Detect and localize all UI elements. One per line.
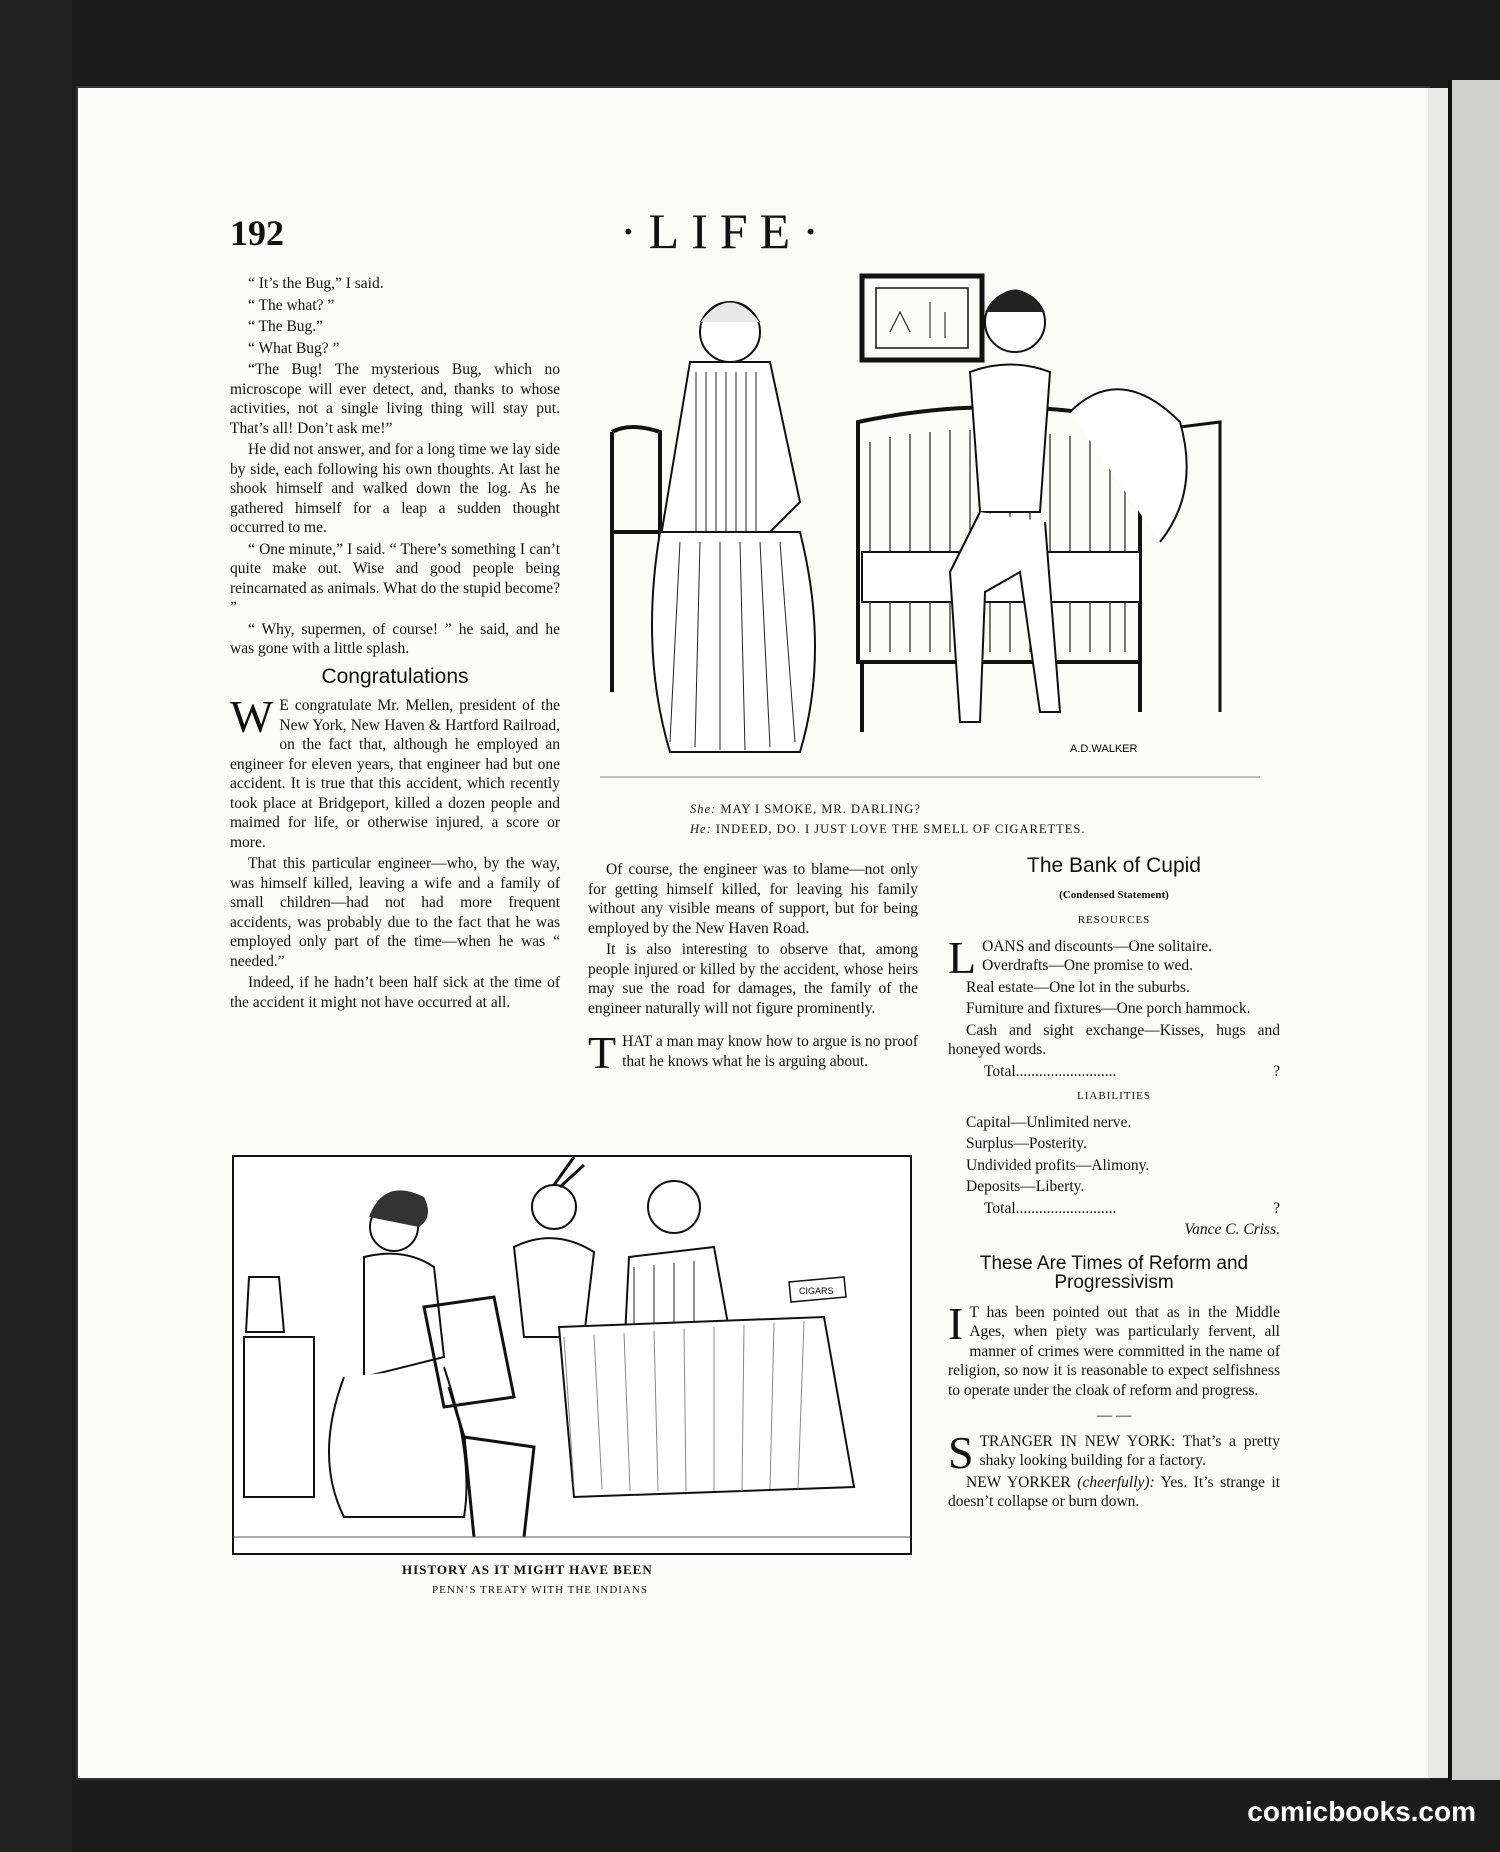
caption-treaty: PENN’S TREATY WITH THE INDIANS	[432, 1584, 648, 1596]
stranger-paragraph	[948, 1426, 1280, 1478]
masthead-title: ·LIFE·	[620, 203, 831, 259]
total-label-text: Total	[984, 1062, 1016, 1080]
story-paragraph: He did not answer, and for a long time we lay side by side, each following his own thoughts. At last he shook himself and walked down the log. As he gathered himself for a leap a sudden thought occurred to me.	[230, 441, 560, 536]
paragraph-text: E congratulate Mr. Mellen, president of the New York, New Haven & Hartford Railroad, on the fact that, although he employed an engineer for eleven years, that engineer had but one accident. It is true that this accident, which recently took place at Bridgeport, killed a dozen people and maimed for life, or otherwise injured, a score or more.	[230, 697, 560, 851]
paragraph-text: Yes. It’s strange it doesn’t collapse or burn down.	[948, 1473, 1280, 1510]
congratulations-heading: Congratulations	[321, 664, 469, 688]
story-paragraph: “The Bug! The mysterious Bug, which no microscope will ever detect, and, thanks to whose activities, not a single living thing will stay put. That’s all! Don’t ask me!”	[230, 361, 560, 437]
caption-he	[690, 822, 1086, 837]
watermark: comicbooks.com	[1247, 1796, 1476, 1827]
caption-history: HISTORY AS IT MIGHT HAVE BEEN	[402, 1562, 653, 1577]
congratulations-paragraph: Indeed, if he hadn’t been half sick at the time of the accident it might not have occurred at all.	[230, 974, 560, 1011]
epigram-paragraph	[588, 1027, 918, 1078]
page-number: 192	[230, 213, 284, 253]
drop-cap: T	[588, 1027, 617, 1078]
separator: — —	[1096, 1407, 1132, 1424]
drop-cap: S	[948, 1426, 974, 1478]
drop-cap: I	[948, 1297, 964, 1349]
speaker-label: TRANGER IN NEW YORK:	[979, 1432, 1176, 1450]
dialog-line: “ What Bug? ”	[248, 339, 340, 357]
total-row	[948, 1199, 1280, 1219]
story-paragraph: Of course, the engineer was to blame—not only for getting himself killed, for leaving his family without any visible means of support, but for being employed by the New Haven Road.	[588, 861, 918, 937]
liabilities-label: LIABILITIES	[1077, 1090, 1151, 1102]
caption-she	[690, 802, 921, 817]
bank-line-text: OANS and discounts—One solitaire.	[982, 937, 1212, 955]
manner-text: (cheerfully):	[1077, 1473, 1155, 1491]
story-paragraph: “ One minute,” I said. “ There’s something I can’t quite make out. Wise and good people being reincarnated as animals. What do the stupid become? ”	[230, 540, 560, 616]
bank-line: Surplus—Posterity.	[966, 1135, 1087, 1152]
author-signature: Vance C. Criss.	[1184, 1221, 1280, 1238]
resources-label: RESOURCES	[1077, 914, 1151, 926]
bank-line-loans	[948, 931, 1280, 983]
bank-line: Real estate—One lot in the suburbs.	[966, 978, 1190, 996]
bank-line: Capital—Unlimited nerve.	[966, 1113, 1132, 1131]
page-gutter	[1428, 88, 1448, 1778]
total-value: ?	[1273, 1199, 1280, 1217]
scan-left-edge	[0, 0, 72, 1852]
column-middle	[588, 860, 918, 1078]
total-label-text: Total	[984, 1199, 1016, 1217]
reform-heading: These Are Times of Reform and Progressivism	[979, 1252, 1249, 1293]
story-paragraph: “ Why, supermen, of course! ” he said, and he was gone with a little splash.	[230, 620, 560, 657]
cigars-box-label: CIGARS	[799, 1286, 834, 1296]
speaker-label: She:	[690, 802, 717, 816]
reform-paragraph	[948, 1297, 1280, 1401]
column-left	[230, 274, 560, 1014]
drop-cap: L	[948, 931, 977, 983]
parlor-illustration	[600, 272, 1260, 792]
artist-signature: A.D.WALKER	[1070, 743, 1138, 755]
total-label	[984, 1062, 1116, 1082]
congratulations-paragraph	[230, 691, 560, 852]
facing-page-edge	[1448, 80, 1500, 1780]
paragraph-text: That’s a pretty shaky looking building for a factory.	[979, 1432, 1280, 1469]
dialog-line: “ The Bug.”	[248, 318, 324, 335]
bank-line: Furniture and fixtures—One porch hammock.	[966, 1000, 1251, 1017]
bank-subtitle: (Condensed Statement)	[1059, 888, 1169, 901]
total-label	[984, 1199, 1116, 1219]
dialog-line: “ The what? ”	[248, 296, 335, 314]
leader-dots: ..........................	[1015, 1062, 1117, 1080]
drop-cap: W	[230, 691, 274, 742]
bank-line: Undivided profits—Alimony.	[966, 1156, 1150, 1174]
bank-line: Deposits—Liberty.	[966, 1178, 1085, 1195]
bank-line-text: Overdrafts—One promise to wed.	[982, 957, 1194, 974]
treaty-illustration	[234, 1157, 910, 1553]
caption-text: MAY I SMOKE, MR. DARLING?	[720, 802, 921, 816]
dialog-line: “ It’s the Bug,” I said.	[248, 275, 384, 292]
total-row	[948, 1062, 1280, 1082]
bank-line: Cash and sight exchange—Kisses, hugs and honeyed words.	[948, 1021, 1280, 1058]
treaty-illustration-frame	[232, 1155, 912, 1555]
column-right	[948, 856, 1280, 1514]
reply-paragraph	[948, 1473, 1280, 1512]
bank-heading: The Bank of Cupid	[1027, 854, 1201, 877]
leader-dots: ..........................	[1015, 1199, 1117, 1217]
paragraph-text: HAT a man may know how to argue is no proof that he knows what he is arguing about.	[622, 1033, 918, 1070]
story-paragraph: It is also interesting to observe that, among people injured or killed by the accident, whose heirs may sue the road for damages, the family of the engineer naturally will not figure prominently.	[588, 941, 918, 1017]
speaker-label: He:	[690, 822, 712, 836]
caption-text: INDEED, DO. I JUST LOVE THE SMELL OF CIGARETTES.	[715, 822, 1086, 836]
congratulations-paragraph: That this particular engineer—who, by the way, was himself killed, leaving a wife and a family of small children—had not had more frequent accidents, was probably due to the fact that he was employed only part of the time—when he was “ needed.”	[230, 855, 560, 970]
total-value: ?	[1273, 1062, 1280, 1080]
speaker-label: NEW YORKER	[966, 1473, 1071, 1491]
paragraph-text: T has been pointed out that as in the Middle Ages, when piety was particularly fervent, all manner of crimes were committed in the name of religion, so now it is reasonable to expect selfishness to operate under the cloak of reform and progress.	[948, 1303, 1280, 1399]
